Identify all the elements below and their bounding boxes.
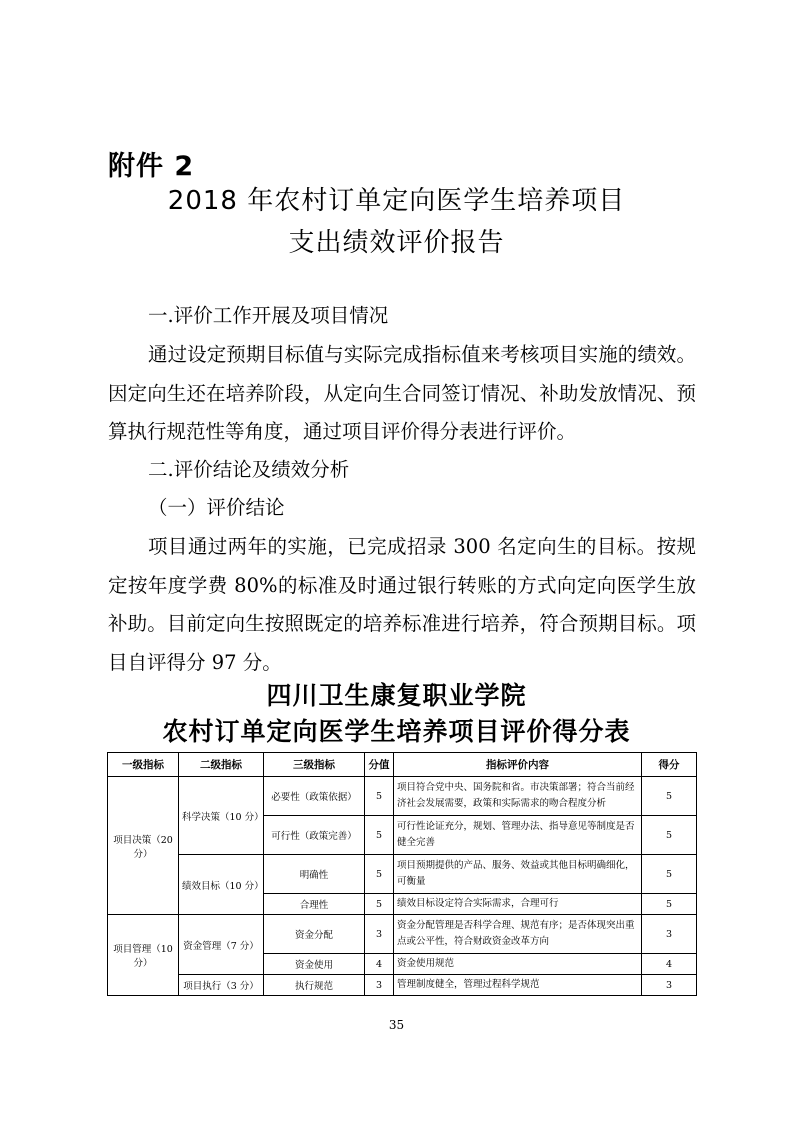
- cell-level3: 合理性: [264, 894, 365, 915]
- cell-value: 3: [365, 975, 394, 996]
- header-content: 指标评价内容: [394, 753, 642, 777]
- cell-value: 5: [365, 855, 394, 894]
- cell-content: 项目预期提供的产品、服务、效益或其他目标明确细化，可衡量: [394, 855, 642, 894]
- header-value: 分值: [365, 753, 394, 777]
- cell-value: 5: [365, 894, 394, 915]
- cell-value: 3: [365, 915, 394, 954]
- cell-content: 资金使用规范: [394, 954, 642, 975]
- header-level3: 三级指标: [264, 753, 365, 777]
- cell-level1: 项目管理（10分）: [108, 915, 179, 996]
- table-header-row: [108, 753, 697, 777]
- table-title-line2: 农村订单定向医学生培养项目评价得分表: [162, 717, 631, 746]
- report-title-line2: 支出绩效评价报告: [288, 228, 505, 258]
- subsection-heading: （一）评价结论: [148, 496, 285, 519]
- cell-level2: 资金管理（7 分）: [179, 915, 264, 975]
- cell-level3: 明确性: [264, 855, 365, 894]
- cell-value: 4: [365, 954, 394, 975]
- cell-level3: 必要性（政策依据）: [264, 777, 365, 816]
- table-row: [108, 777, 697, 816]
- table-row: [108, 915, 697, 954]
- cell-content: 可行性论证充分，规划、管理办法、指导意见等制度是否健全完善: [394, 816, 642, 855]
- header-level2: 二级指标: [179, 753, 264, 777]
- header-score: 得分: [642, 753, 697, 777]
- paragraph-2: 项目通过两年的实施，已完成招录 300 名定向生的目标。按规定按年度学费 80%的标准及时通过银行转账的方式向定向医学生放补助。目前定向生按照既定的培养标准进行培养，符合预期目标。项目自评得分 97 分。: [108, 535, 696, 674]
- cell-content: 资金分配管理是否科学合理、规范有序；是否体现突出重点或公平性，符合财政资金改革方向: [394, 915, 642, 954]
- cell-content: 绩效目标设定符合实际需求，合理可行: [394, 894, 642, 915]
- section-heading-1: 一.评价工作开展及项目情况: [148, 304, 389, 327]
- cell-score: 5: [642, 777, 697, 816]
- cell-level1: 项目决策（20分）: [108, 777, 179, 915]
- cell-level2: 项目执行（3 分）: [179, 975, 264, 996]
- table-title-line1: 四川卫生康复职业学院: [266, 681, 527, 710]
- cell-level2: 科学决策（10 分）: [179, 777, 264, 855]
- cell-score: 5: [642, 894, 697, 915]
- cell-level3: 执行规范: [264, 975, 365, 996]
- header-level1: 一级指标: [108, 753, 179, 777]
- table-row: [108, 855, 697, 894]
- cell-score: 3: [642, 915, 697, 954]
- cell-score: 5: [642, 816, 697, 855]
- cell-content: 项目符合党中央、国务院和省。市决策部署；符合当前经济社会发展需要，政策和实际需求的吻合程度分析: [394, 777, 642, 816]
- table-row: [108, 975, 697, 996]
- score-table: [107, 752, 697, 996]
- report-title-line1: 2018 年农村订单定向医学生培养项目: [167, 186, 626, 216]
- cell-level3: 资金分配: [264, 915, 365, 954]
- cell-level2: 绩效目标（10 分）: [179, 855, 264, 915]
- cell-value: 5: [365, 777, 394, 816]
- section-heading-2: 二.评价结论及绩效分析: [148, 458, 350, 481]
- cell-score: 5: [642, 855, 697, 894]
- cell-score: 4: [642, 954, 697, 975]
- cell-level3: 资金使用: [264, 954, 365, 975]
- cell-value: 5: [365, 816, 394, 855]
- cell-score: 3: [642, 975, 697, 996]
- cell-content: 管理制度健全，管理过程科学规范: [394, 975, 642, 996]
- page-number: 35: [388, 1018, 405, 1032]
- paragraph-1: 通过设定预期目标值与实际完成指标值来考核项目实施的绩效。因定向生还在培养阶段，从定向生合同签订情况、补助发放情况、预算执行规范性等角度，通过项目评价得分表进行评价。: [108, 343, 696, 443]
- cell-level3: 可行性（政策完善）: [264, 816, 365, 855]
- attachment-label: 附件 2: [108, 151, 195, 182]
